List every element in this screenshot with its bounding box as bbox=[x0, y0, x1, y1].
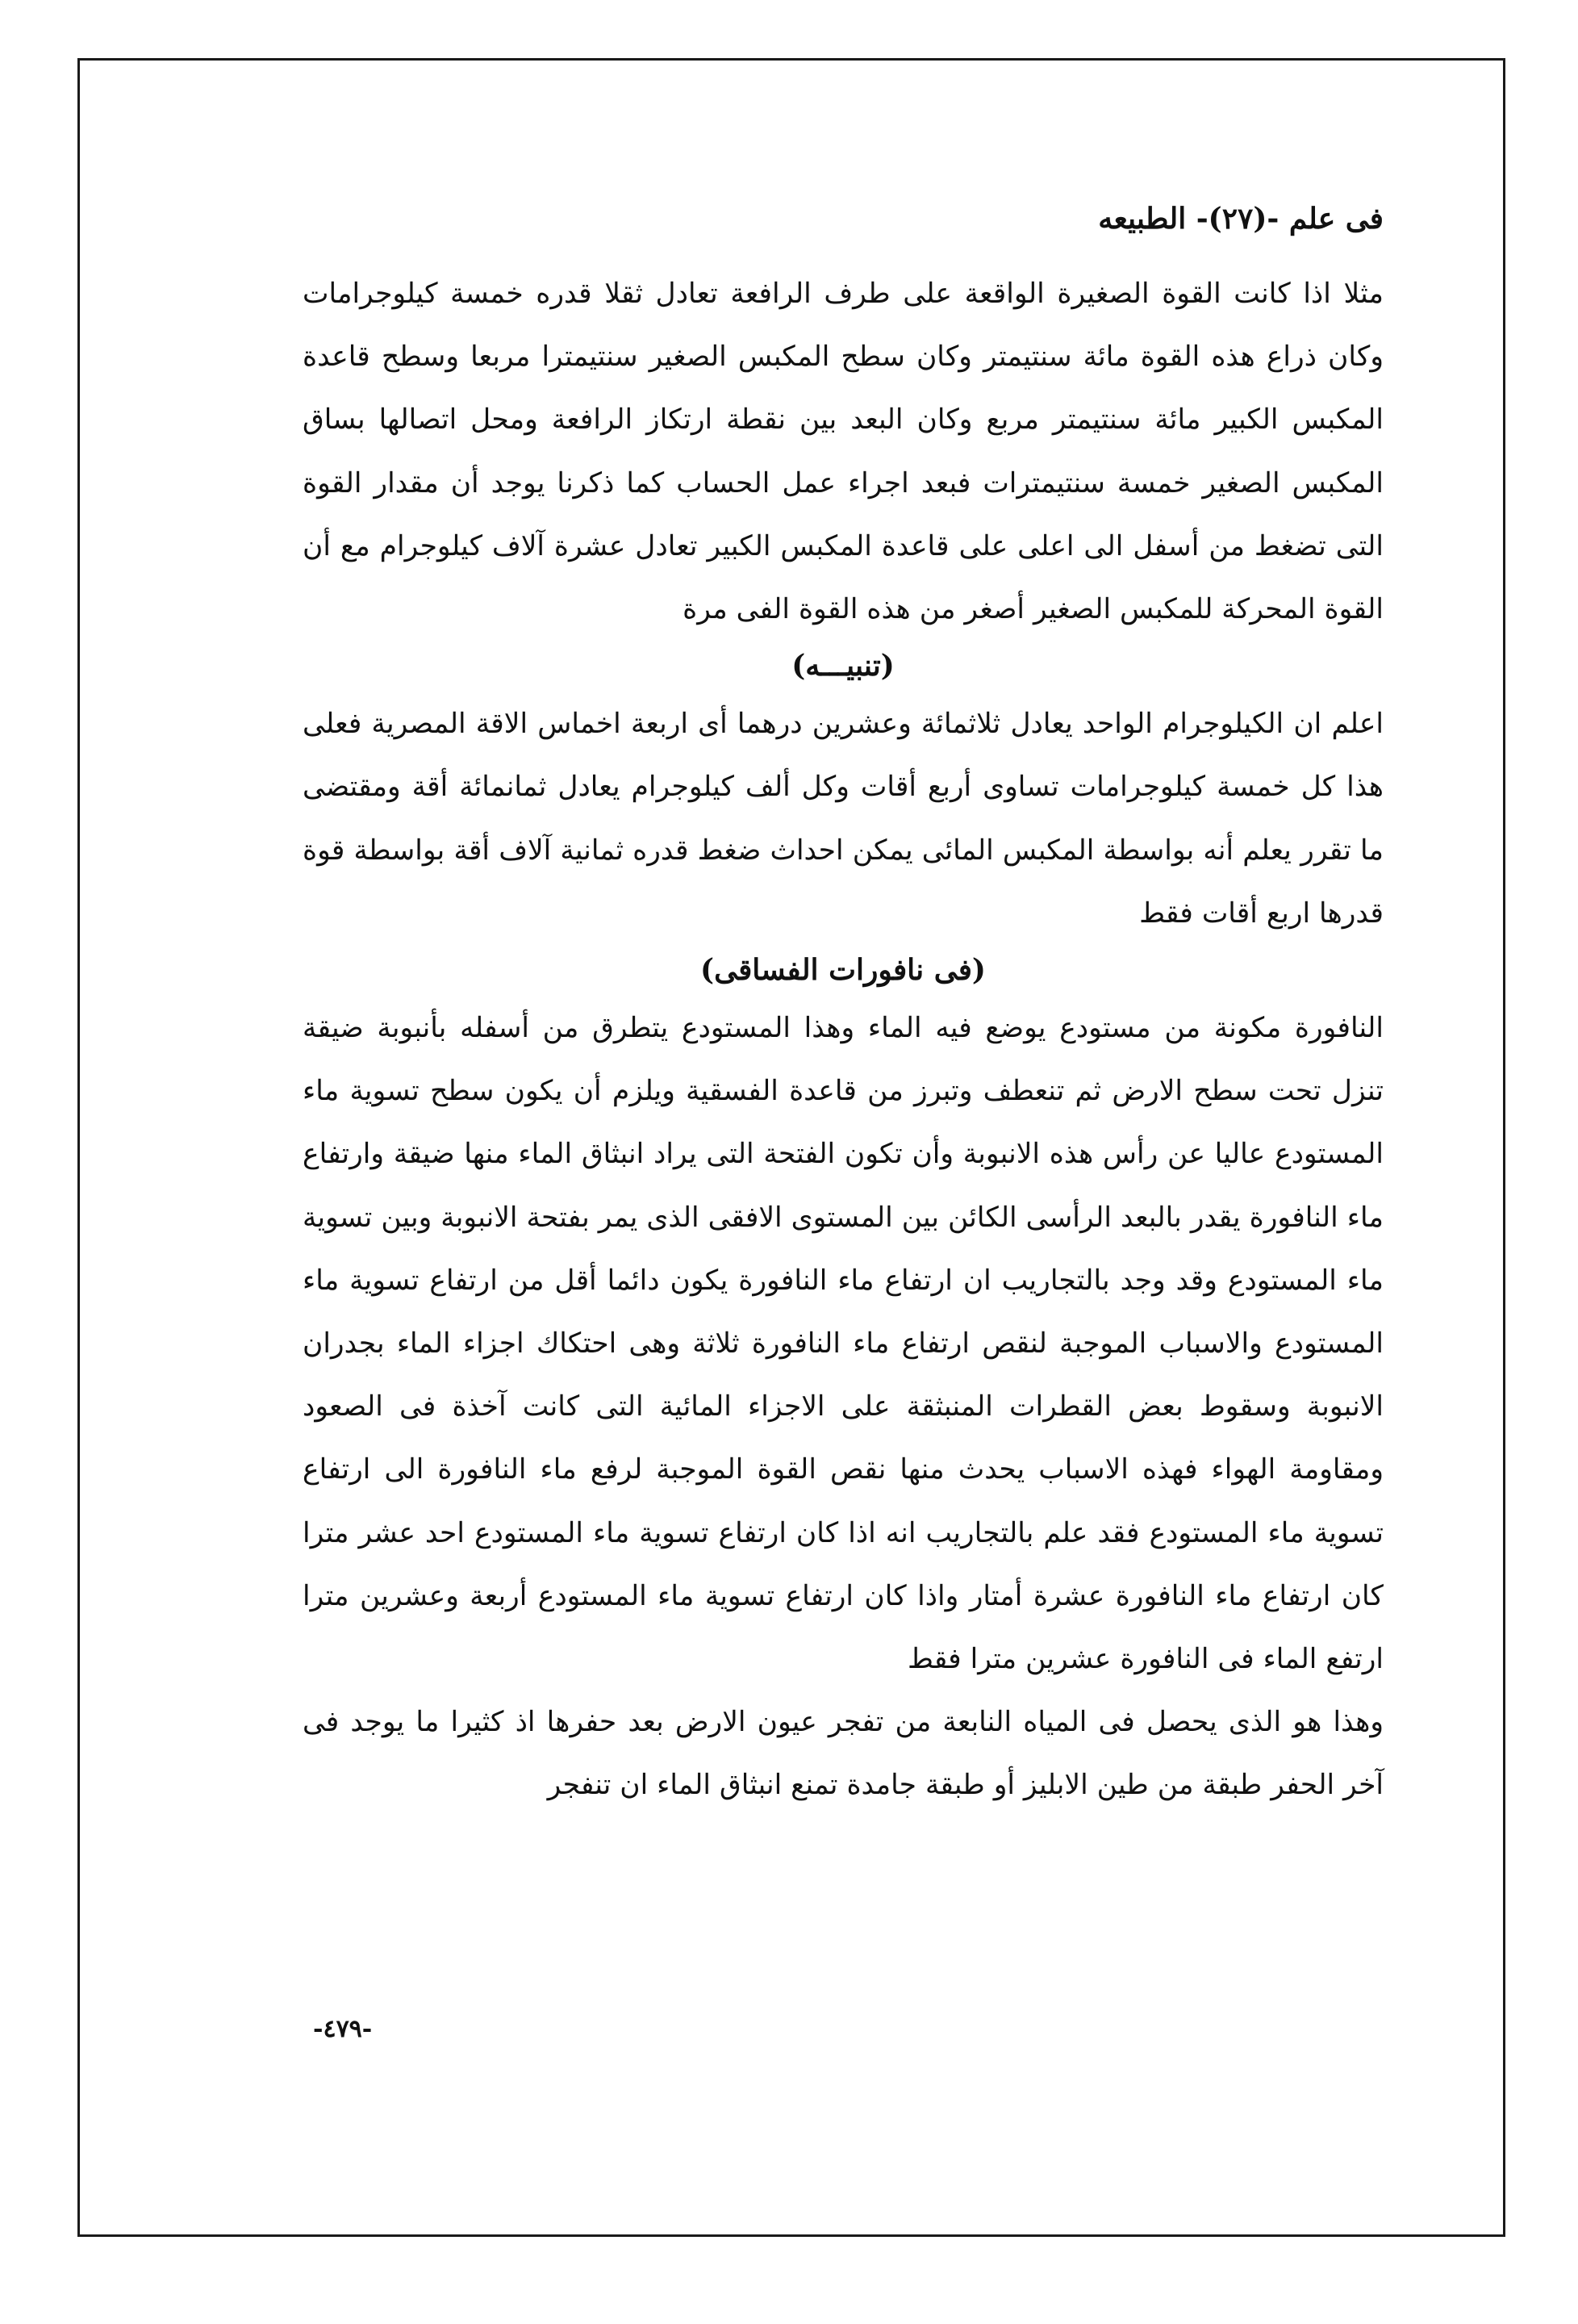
example-paragraph: مثلا اذا كانت القوة الصغيرة الواقعة على طرف الرافعة تعادل ثقلا قدره خمسة كيلوجرامات وكان ذراع هذه القوة مائة سنتيمتر وكان سطح المكبس الصغير سنتيمترا مربعا وسطح قاعدة المكبس الكبير مائة سنتيمتر مربع وكان البعد بين نقطة ارتكاز الرافعة ومحل اتصالها بساق المكبس الصغير خمسة سنتيمترات فبعد اجراء عمل الحساب كما ذكرنا يوجد أن مقدار القوة التى تضغط من أسفل الى اعلى على قاعدة المكبس الكبير تعادل عشرة آلاف كيلوجرام مع أن القوة المحركة للمكبس الصغير أصغر من هذه القوة الفى مرة bbox=[303, 278, 1384, 626]
page-header: فى علم -(٢٧)- الطبيعه bbox=[1098, 202, 1384, 236]
page-number: -٤٧٩- bbox=[313, 2015, 373, 2043]
section-heading: (فى نافورات الفساقى) bbox=[700, 953, 986, 988]
page-text bbox=[303, 198, 1384, 1817]
note-paragraph: اعلم ان الكيلوجرام الواحد يعادل ثلاثمائة وعشرين درهما أى اربعة اخماس الاقة المصرية فعلى هذا كل خمسة كيلوجرامات تساوى أربع أقات وكل ألف كيلوجرام يعادل ثمانمائة أقة ومقتضى ما تقرر يعلم أنه بواسطة المكبس المائى يمكن احداث ضغط قدره ثمانية آلاف أقة بواسطة قوة قدرها اربع أقات فقط bbox=[303, 708, 1384, 930]
section-paragraph: وهذا هو الذى يحصل فى المياه النابعة من تفجر عيون الارض بعد حفرها اذ كثيرا ما يوجد فى آخر الحفر طبقة من طين الابليز أو طبقة جامدة تمنع انبثاق الماء ان تنفجر bbox=[303, 1706, 1384, 1802]
note-heading: (تنبيـــه) bbox=[791, 649, 895, 683]
section-paragraph: النافورة مكونة من مستودع يوضع فيه الماء وهذا المستودع يتطرق من أسفله بأنبوبة ضيقة تنزل تحت سطح الارض ثم تنعطف وتبرز من قاعدة الفسقية ويلزم أن يكون سطح تسوية ماء المستودع عاليا عن رأس هذه الانبوبة وأن تكون الفتحة التى يراد انبثاق الماء منها ضيقة وارتفاع ماء النافورة يقدر بالبعد الرأسى الكائن بين المستوى الافقى الذى يمر بفتحة الانبوبة وبين تسوية ماء المستودع وقد وجد بالتجاريب ان ارتفاع ماء النافورة يكون دائما أقل من ارتفاع تسوية ماء المستودع والاسباب الموجبة لنقص ارتفاع ماء النافورة ثلاثة وهى احتكاك اجزاء الماء بجدران الانبوبة وسقوط بعض القطرات المنبثقة على الاجزاء المائية التى كانت آخذة فى الصعود ومقاومة الهواء فهذه الاسباب يحدث منها نقص القوة الموجبة لرفع ماء النافورة الى ارتفاع تسوية ماء المستودع فقد علم بالتجاريب انه اذا كان ارتفاع تسوية ماء المستودع احد عشر مترا كان ارتفاع ماء النافورة عشرة أمتار واذا كان ارتفاع تسوية ماء المستودع أربعة وعشرين مترا ارتفع الماء فى النافورة عشرين مترا فقط bbox=[303, 1012, 1384, 1676]
